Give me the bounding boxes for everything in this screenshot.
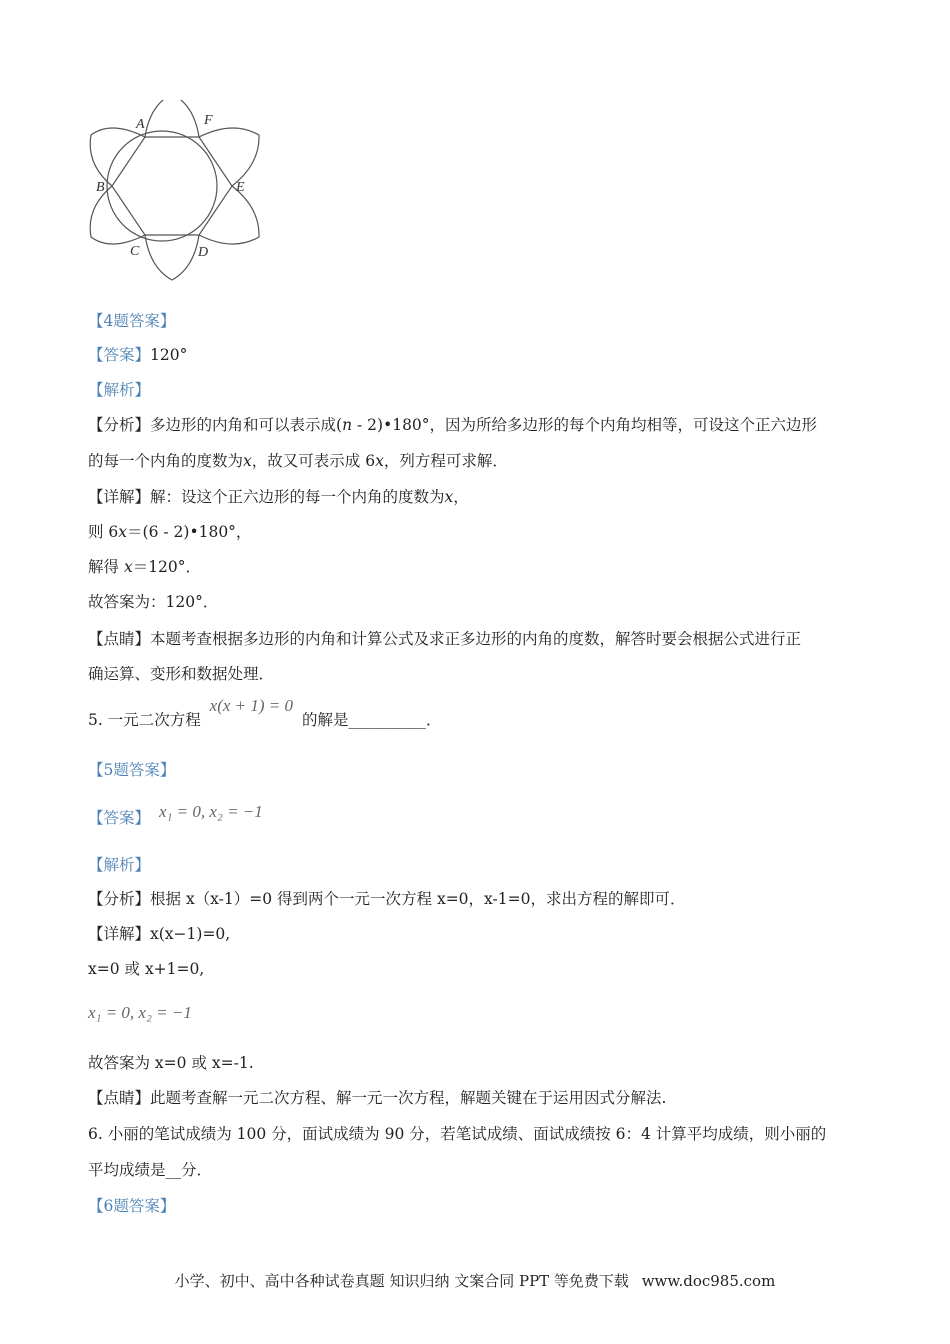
q4-fenxi-text-2b: ，故又可表示成 6 <box>251 452 376 470</box>
q5-question <box>88 696 442 734</box>
q5-xiangjie-label: 【详解】 <box>88 925 151 943</box>
q5-dianjing-text: 此题考查解一元二次方程、解一元一次方程，解题关键在于运用因式分解法. <box>150 1089 667 1107</box>
q6-question-line1: 6. 小丽的笔试成绩为 100 分，面试成绩为 90 分，若笔试成绩、面试成绩按 6：4 计算平均成绩，则小丽的 <box>88 1125 827 1143</box>
q5-question-text-a: 5. 一元二次方程 <box>88 711 201 729</box>
q4-xiangjie-label: 【详解】 <box>88 488 151 506</box>
q4-fenxi-text-1b: - 2)•180°，因为所给多边形的每个内角均相等，可设这个正六边形 <box>352 416 818 434</box>
q4-step2-a: 解得 <box>88 558 124 576</box>
q5-dianjing-line <box>88 1088 666 1108</box>
petal-lower-right <box>199 186 259 244</box>
q4-step1 <box>88 522 251 542</box>
hexagon-petal-figure <box>78 100 278 290</box>
q4-fenxi-text-2a: 的每一个内角的度数为 <box>88 452 244 470</box>
petal-upper-right <box>199 128 259 186</box>
q4-fenxi-line1 <box>88 415 817 435</box>
q4-answer-value: 120° <box>150 346 188 364</box>
q4-step1-b: ＝(6 - 2)•180°， <box>127 523 252 541</box>
q4-fenxi-var-n: n <box>342 416 353 434</box>
q5-answer-header: 【5题答案】 <box>88 761 176 779</box>
label-a: A <box>136 117 145 132</box>
q6-question-line2: 平均成绩是__分． <box>88 1161 213 1179</box>
q5-question-equation: x(x + 1) = 0 <box>209 696 294 715</box>
q5-answer-label: 【答案】 <box>88 809 151 827</box>
regular-hexagon <box>112 137 232 235</box>
q4-xiangjie-line <box>88 487 469 507</box>
q5-answer-equation: x₁ = 0, x₂ = −1 <box>158 802 263 821</box>
q4-answer-label: 【答案】 <box>88 346 151 364</box>
q4-answer-header: 【4题答案】 <box>88 312 176 330</box>
q4-analysis-header: 【解析】 <box>88 381 151 399</box>
q5-step1: x=0 或 x+1=0, <box>88 960 205 978</box>
q4-fenxi-label: 【分析】 <box>88 416 151 434</box>
q4-step1-var-x: x <box>118 523 128 541</box>
q4-answer <box>88 345 187 365</box>
footer-text: 小学、初中、高中各种试卷真题 知识归纳 文案合同 PPT 等免费下载 <box>174 1272 629 1290</box>
q4-dianjing-line1 <box>88 629 801 649</box>
q4-xiangjie-text-b: ， <box>453 488 469 506</box>
label-d: D <box>198 245 209 260</box>
q5-fenxi-label: 【分析】 <box>88 890 151 908</box>
q5-answer <box>88 802 263 827</box>
q4-dianjing-label: 【点睛】 <box>88 630 151 648</box>
petal-bottom <box>145 235 199 280</box>
q4-dianjing-text-1: 本题考查根据多边形的内角和计算公式及求正多边形的内角的度数，解答时要会根据公式进行正 <box>150 630 802 648</box>
q5-fenxi-text: 根据 x（x-1）=0 得到两个一元一次方程 x=0，x-1=0，求出方程的解即可． <box>150 890 686 908</box>
q5-xiangjie-text: x(x−1)=0, <box>150 925 231 943</box>
q6-answer-header: 【6题答案】 <box>88 1197 176 1215</box>
q4-xiangjie-text-a: 解：设这个正六边形的每一个内角的度数为 <box>150 488 445 506</box>
q5-question-text-b: 的解是__________． <box>301 711 442 729</box>
inscribed-circle <box>107 131 217 241</box>
q4-step2-var-x: x <box>123 558 133 576</box>
q5-dianjing-label: 【点睛】 <box>88 1089 151 1107</box>
q4-step2 <box>88 557 201 577</box>
label-e: E <box>236 180 245 195</box>
label-b: B <box>96 180 105 195</box>
q4-xiangjie-var-x: x <box>444 488 454 506</box>
q4-dianjing-line2: 确运算、变形和数据处理． <box>88 665 275 683</box>
q4-step1-a: 则 6 <box>88 523 119 541</box>
q5-fenxi-line <box>88 889 685 909</box>
label-c: C <box>130 244 140 259</box>
q4-fenxi-var-x: x <box>243 452 252 470</box>
q5-final: 故答案为 x=0 或 x=-1. <box>88 1054 254 1072</box>
q4-fenxi-text-2c: ，列方程可求解． <box>383 452 508 470</box>
q5-step2-equation: x₁ = 0, x₂ = −1 <box>88 1003 192 1022</box>
q4-fenxi-var-x2: x <box>375 452 384 470</box>
page-footer <box>0 1270 950 1291</box>
q5-xiangjie-line <box>88 924 230 944</box>
q4-step2-b: ＝120°． <box>132 558 202 576</box>
q4-final: 故答案为：120°． <box>88 593 219 611</box>
q4-fenxi-line2 <box>88 451 508 471</box>
q4-fenxi-text-1a: 多边形的内角和可以表示成( <box>150 416 343 434</box>
label-f: F <box>204 113 213 128</box>
footer-site-link[interactable]: www.doc985.com <box>641 1272 776 1290</box>
q5-analysis-header: 【解析】 <box>88 856 151 874</box>
